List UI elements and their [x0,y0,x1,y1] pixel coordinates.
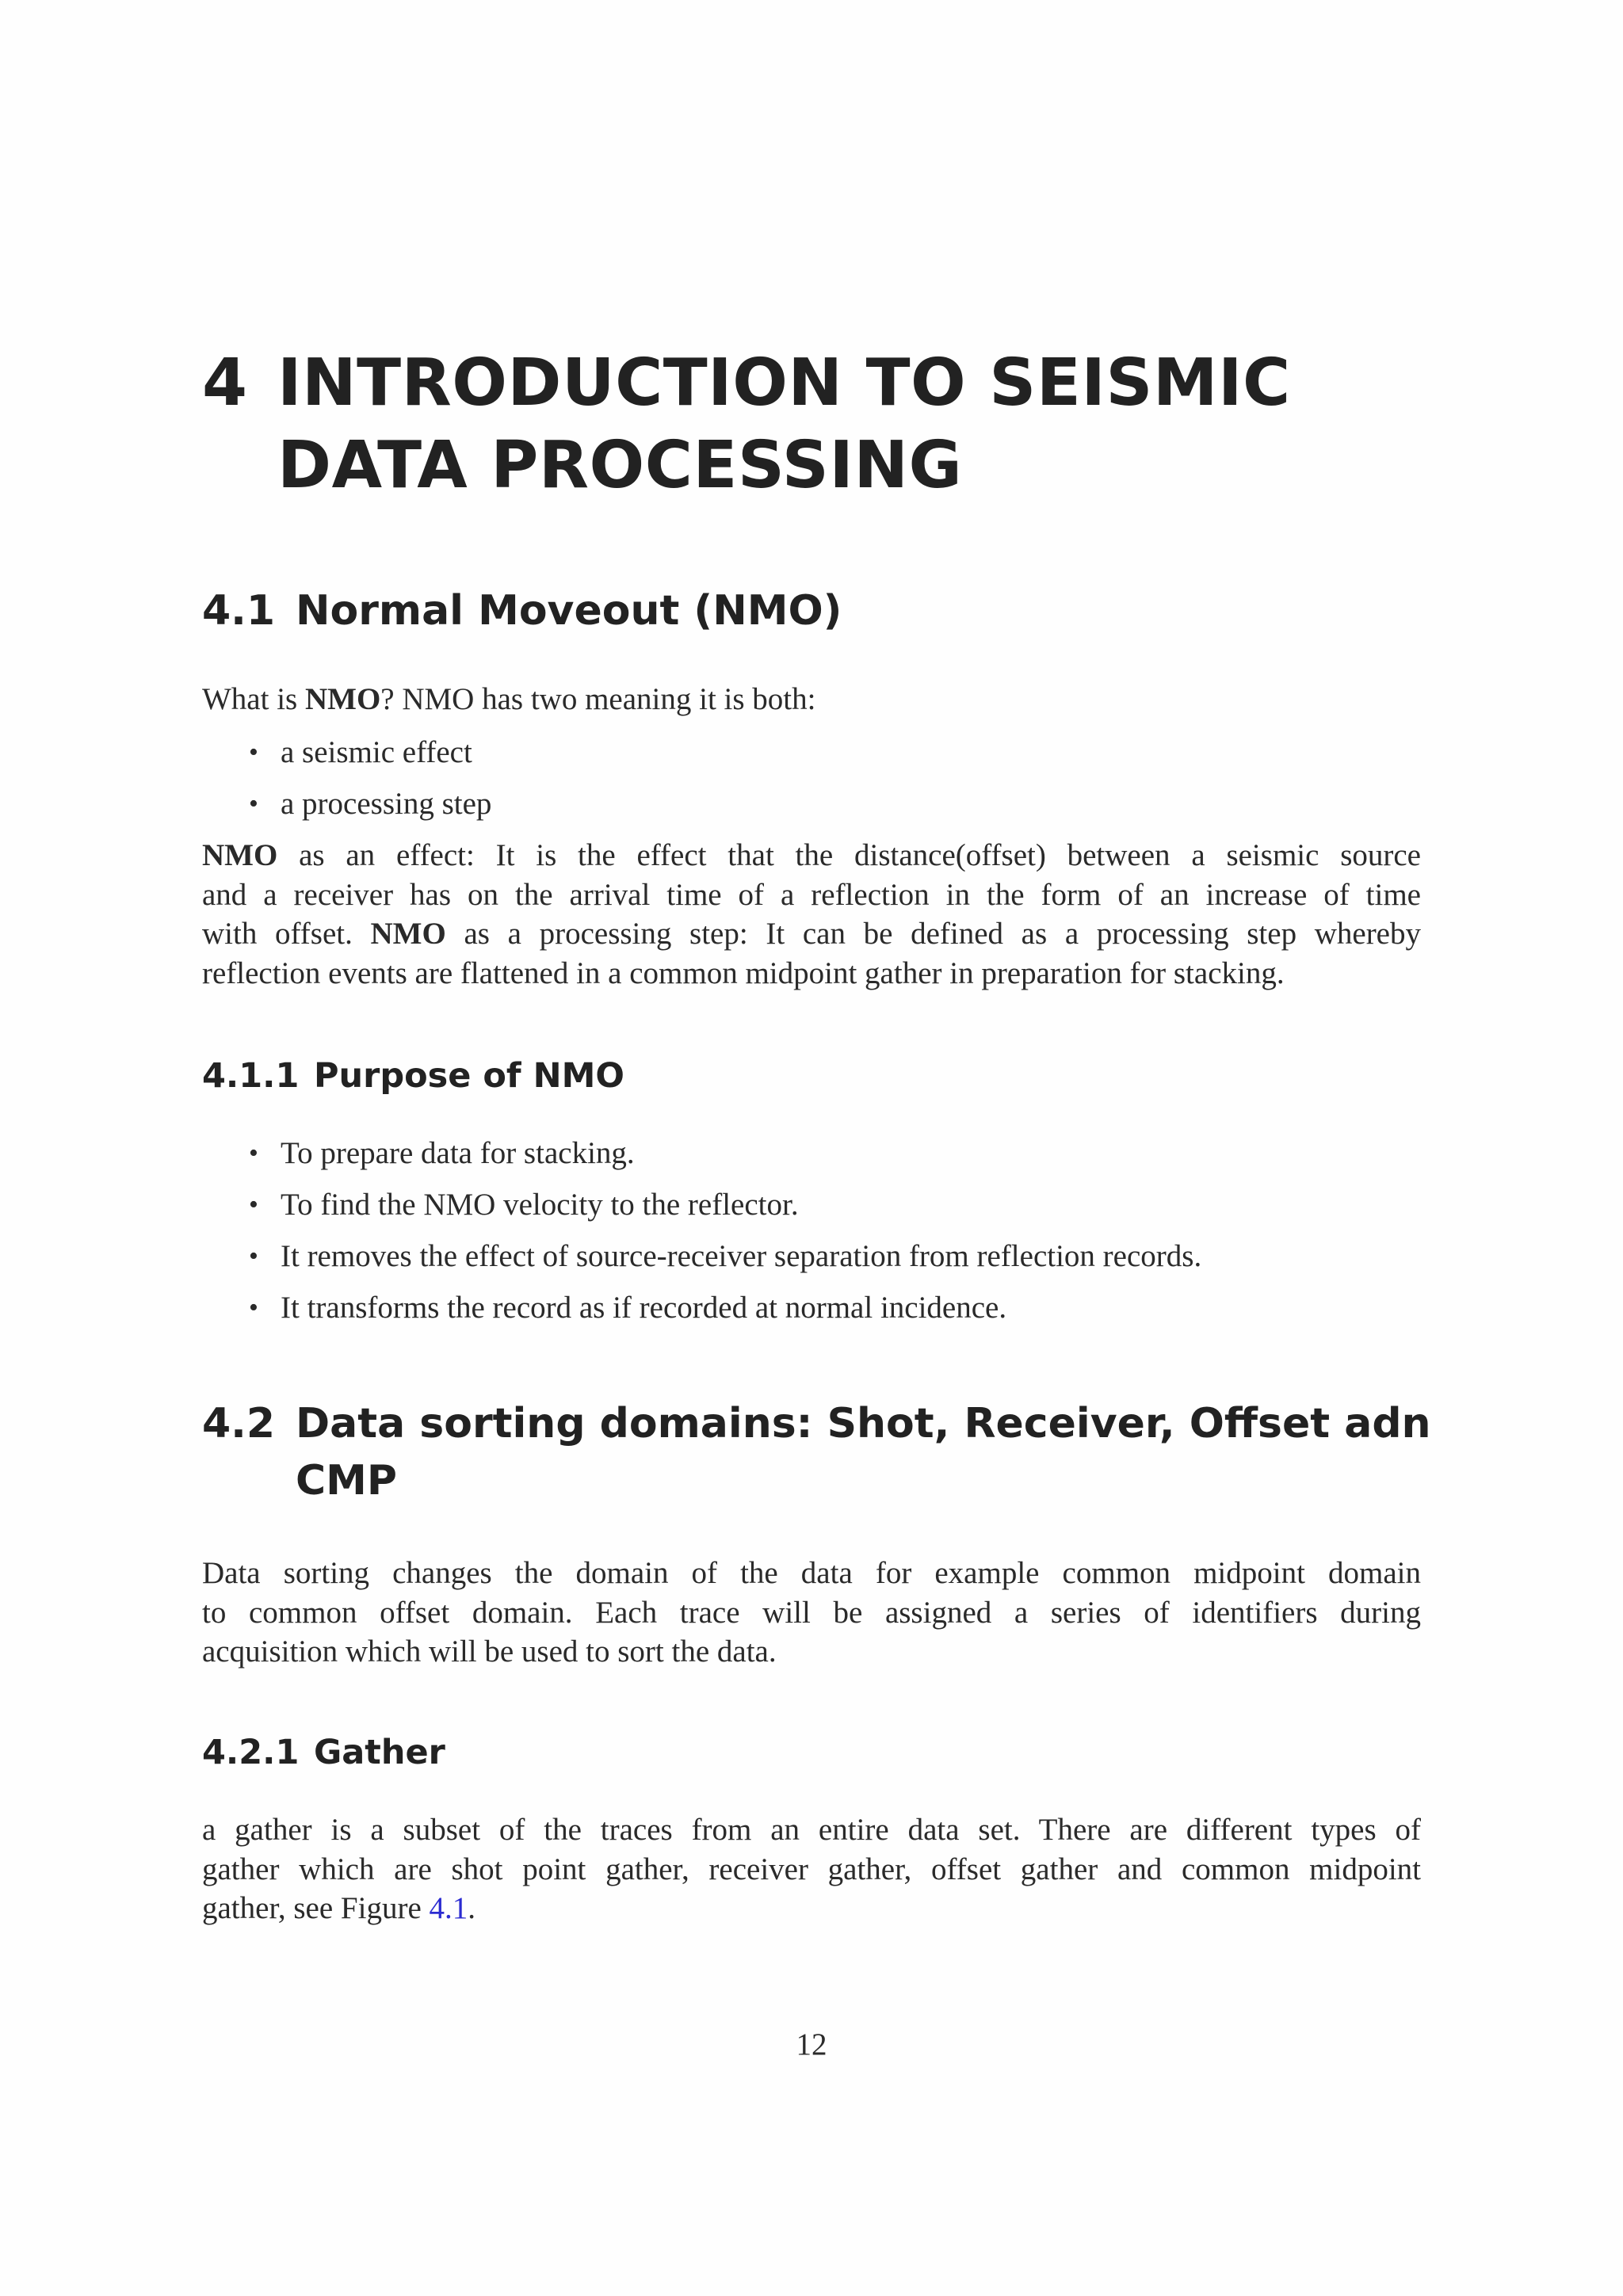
gather-paragraph [202,1810,1421,1928]
paragraph-line: with offset. NMO as a processing step: It can be defined as a processing step whereby [202,917,1421,951]
subsection-number: 4.1.1 [202,1056,300,1096]
nmo-meaning-list [249,727,491,830]
bullet-icon: • [249,738,258,767]
chapter-title-line-1: INTRODUCTION TO SEISMIC [277,345,1291,421]
paragraph-line: reflection events are flattened in a common midpoint gather in preparation for stacking. [202,955,1285,990]
paragraph-line: acquisition which will be used to sort the data. [202,1634,777,1669]
list-item: • To prepare data for stacking. [249,1127,1201,1179]
list-item: • a seismic effect [249,727,491,778]
chapter-number: 4 [202,345,248,421]
paragraph-line: gather which are shot point gather, receiver gather, offset gather and common midpoint [202,1852,1421,1886]
bullet-icon: • [249,1241,258,1271]
section-title-line-2: CMP [296,1457,398,1505]
figure-reference-link[interactable]: 4.1 [429,1891,468,1925]
section-title [296,1395,1437,1509]
list-item: • To find the NMO velocity to the reflector. [249,1179,1201,1230]
paragraph-line: NMO as an effect: It is the effect that the distance(offset) between a seismic source [202,838,1421,872]
data-sorting-paragraph [202,1554,1421,1672]
section-title-line-1: Data sorting domains: Shot, Receiver, Offset adn [296,1400,1431,1447]
section-title: Normal Moveout (NMO) [296,587,842,635]
nmo-purpose-list [249,1127,1201,1333]
paragraph-line: Data sorting changes the domain of the data for example common midpoint domain [202,1556,1421,1590]
bullet-icon: • [249,1138,258,1168]
subsection-title: Purpose of NMO [314,1056,624,1096]
page-number: 12 [796,2027,827,2061]
subsection-title: Gather [314,1733,445,1772]
bullet-icon: • [249,1293,258,1322]
nmo-definition-paragraph [202,836,1421,993]
section-number: 4.1 [202,587,276,635]
paragraph-line: a gather is a subset of the traces from an entire data set. There are different types of [202,1813,1421,1847]
section-number: 4.2 [202,1400,276,1447]
subsection-number: 4.2.1 [202,1733,300,1772]
list-item: • It transforms the record as if recorded at normal incidence. [249,1282,1201,1333]
chapter-title [277,342,1466,507]
list-item: • It removes the effect of source-receiver separation from reflection records. [249,1230,1201,1282]
intro-bold-term: NMO [304,682,381,716]
paragraph-line: gather, see Figure 4.1. [202,1891,476,1925]
chapter-title-line-2: DATA PROCESSING [277,428,963,503]
intro-prefix: What is [202,682,305,716]
bullet-icon: • [249,1190,258,1219]
paragraph-line: to common offset domain. Each trace will be assigned a series of identifiers during [202,1595,1421,1630]
paragraph-line: and a receiver has on the arrival time of a reflection in the form of an increase of time [202,877,1421,912]
intro-suffix: ? NMO has two meaning it is both: [380,682,816,716]
bullet-icon: • [249,789,258,818]
nmo-intro-text [202,680,815,719]
list-item: • a processing step [249,778,491,830]
